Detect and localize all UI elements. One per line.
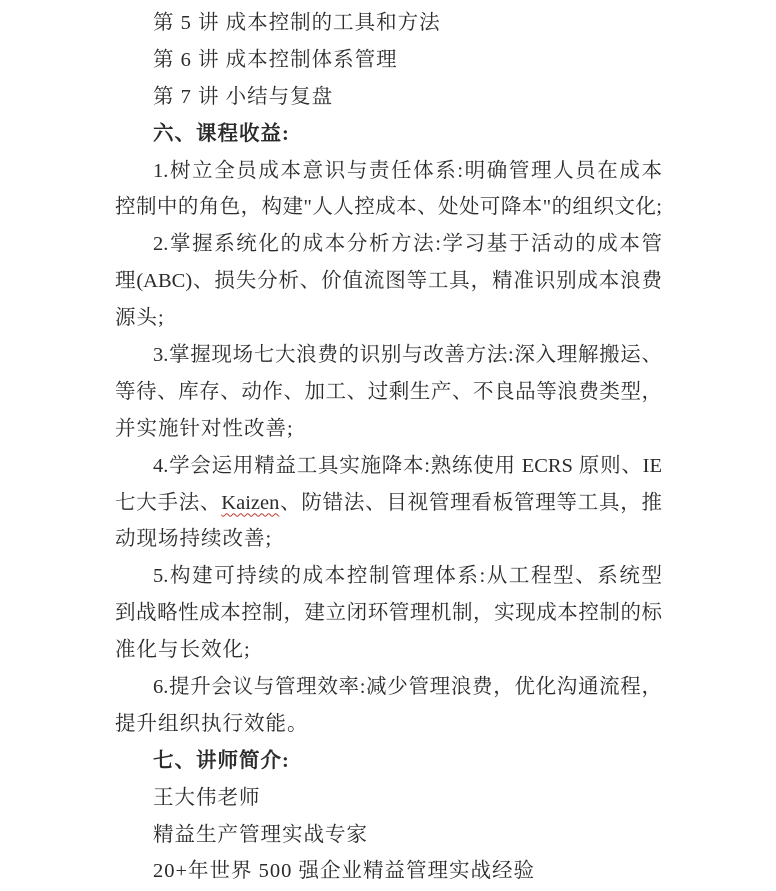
- benefit-line-4b-before: 七大手法、: [115, 491, 222, 514]
- benefit-line-3a: 3.掌握现场七大浪费的识别与改善方法:深入理解搬运、: [153, 344, 662, 367]
- benefit-line-6b: 提升组织执行效能。: [115, 712, 309, 735]
- instructor-experience: 20+年世界 500 强企业精益管理实战经验: [153, 860, 536, 883]
- benefit-line-2c: 源头;: [115, 307, 165, 330]
- course-outline-item-5: 第 5 讲 成本控制的工具和方法: [153, 12, 441, 34]
- benefit-line-1a: 1.树立全员成本意识与责任体系:明确管理人员在成本: [153, 159, 662, 182]
- instructor-title: 精益生产管理实战专家: [153, 823, 368, 846]
- benefit-line-3c: 并实施针对性改善;: [115, 417, 294, 440]
- benefit-line-2a: 2.掌握系统化的成本分析方法:学习基于活动的成本管: [153, 233, 662, 256]
- kaizen-spellcheck-term: Kaizen: [221, 491, 280, 514]
- benefit-line-4a: 4.学会运用精益工具实施降本:熟练使用 ECRS 原则、IE: [153, 454, 662, 477]
- benefit-line-3b: 等待、库存、动作、加工、过剩生产、不良品等浪费类型，: [115, 380, 662, 403]
- benefit-line-2b: 理(ABC)、损失分析、价值流图等工具，精准识别成本浪费: [115, 270, 662, 293]
- instructor-name: 王大伟老师: [153, 786, 261, 809]
- benefits-section-heading: 六、课程收益:: [153, 122, 290, 145]
- benefit-line-6a: 6.提升会议与管理效率:减少管理浪费，优化沟通流程，: [153, 676, 662, 699]
- instructor-section-heading: 七、讲师简介:: [153, 749, 290, 772]
- benefit-line-4b: [115, 485, 662, 522]
- course-outline-item-7: 第 7 讲 小结与复盘: [153, 85, 334, 108]
- course-outline-item-6: 第 6 讲 成本控制体系管理: [153, 48, 398, 71]
- benefit-line-5c: 准化与长效化;: [115, 639, 251, 662]
- benefit-line-4c: 动现场持续改善;: [115, 528, 273, 551]
- benefit-line-5b: 到战略性成本控制，建立闭环管理机制，实现成本控制的标: [115, 602, 662, 625]
- benefit-line-5a: 5.构建可持续的成本控制管理体系:从工程型、系统型: [153, 565, 662, 588]
- benefit-line-4b-after: 、防错法、目视管理看板管理等工具，推: [279, 491, 663, 514]
- benefit-line-1b: 控制中的角色，构建"人人控成本、处处可降本"的组织文化;: [115, 196, 662, 219]
